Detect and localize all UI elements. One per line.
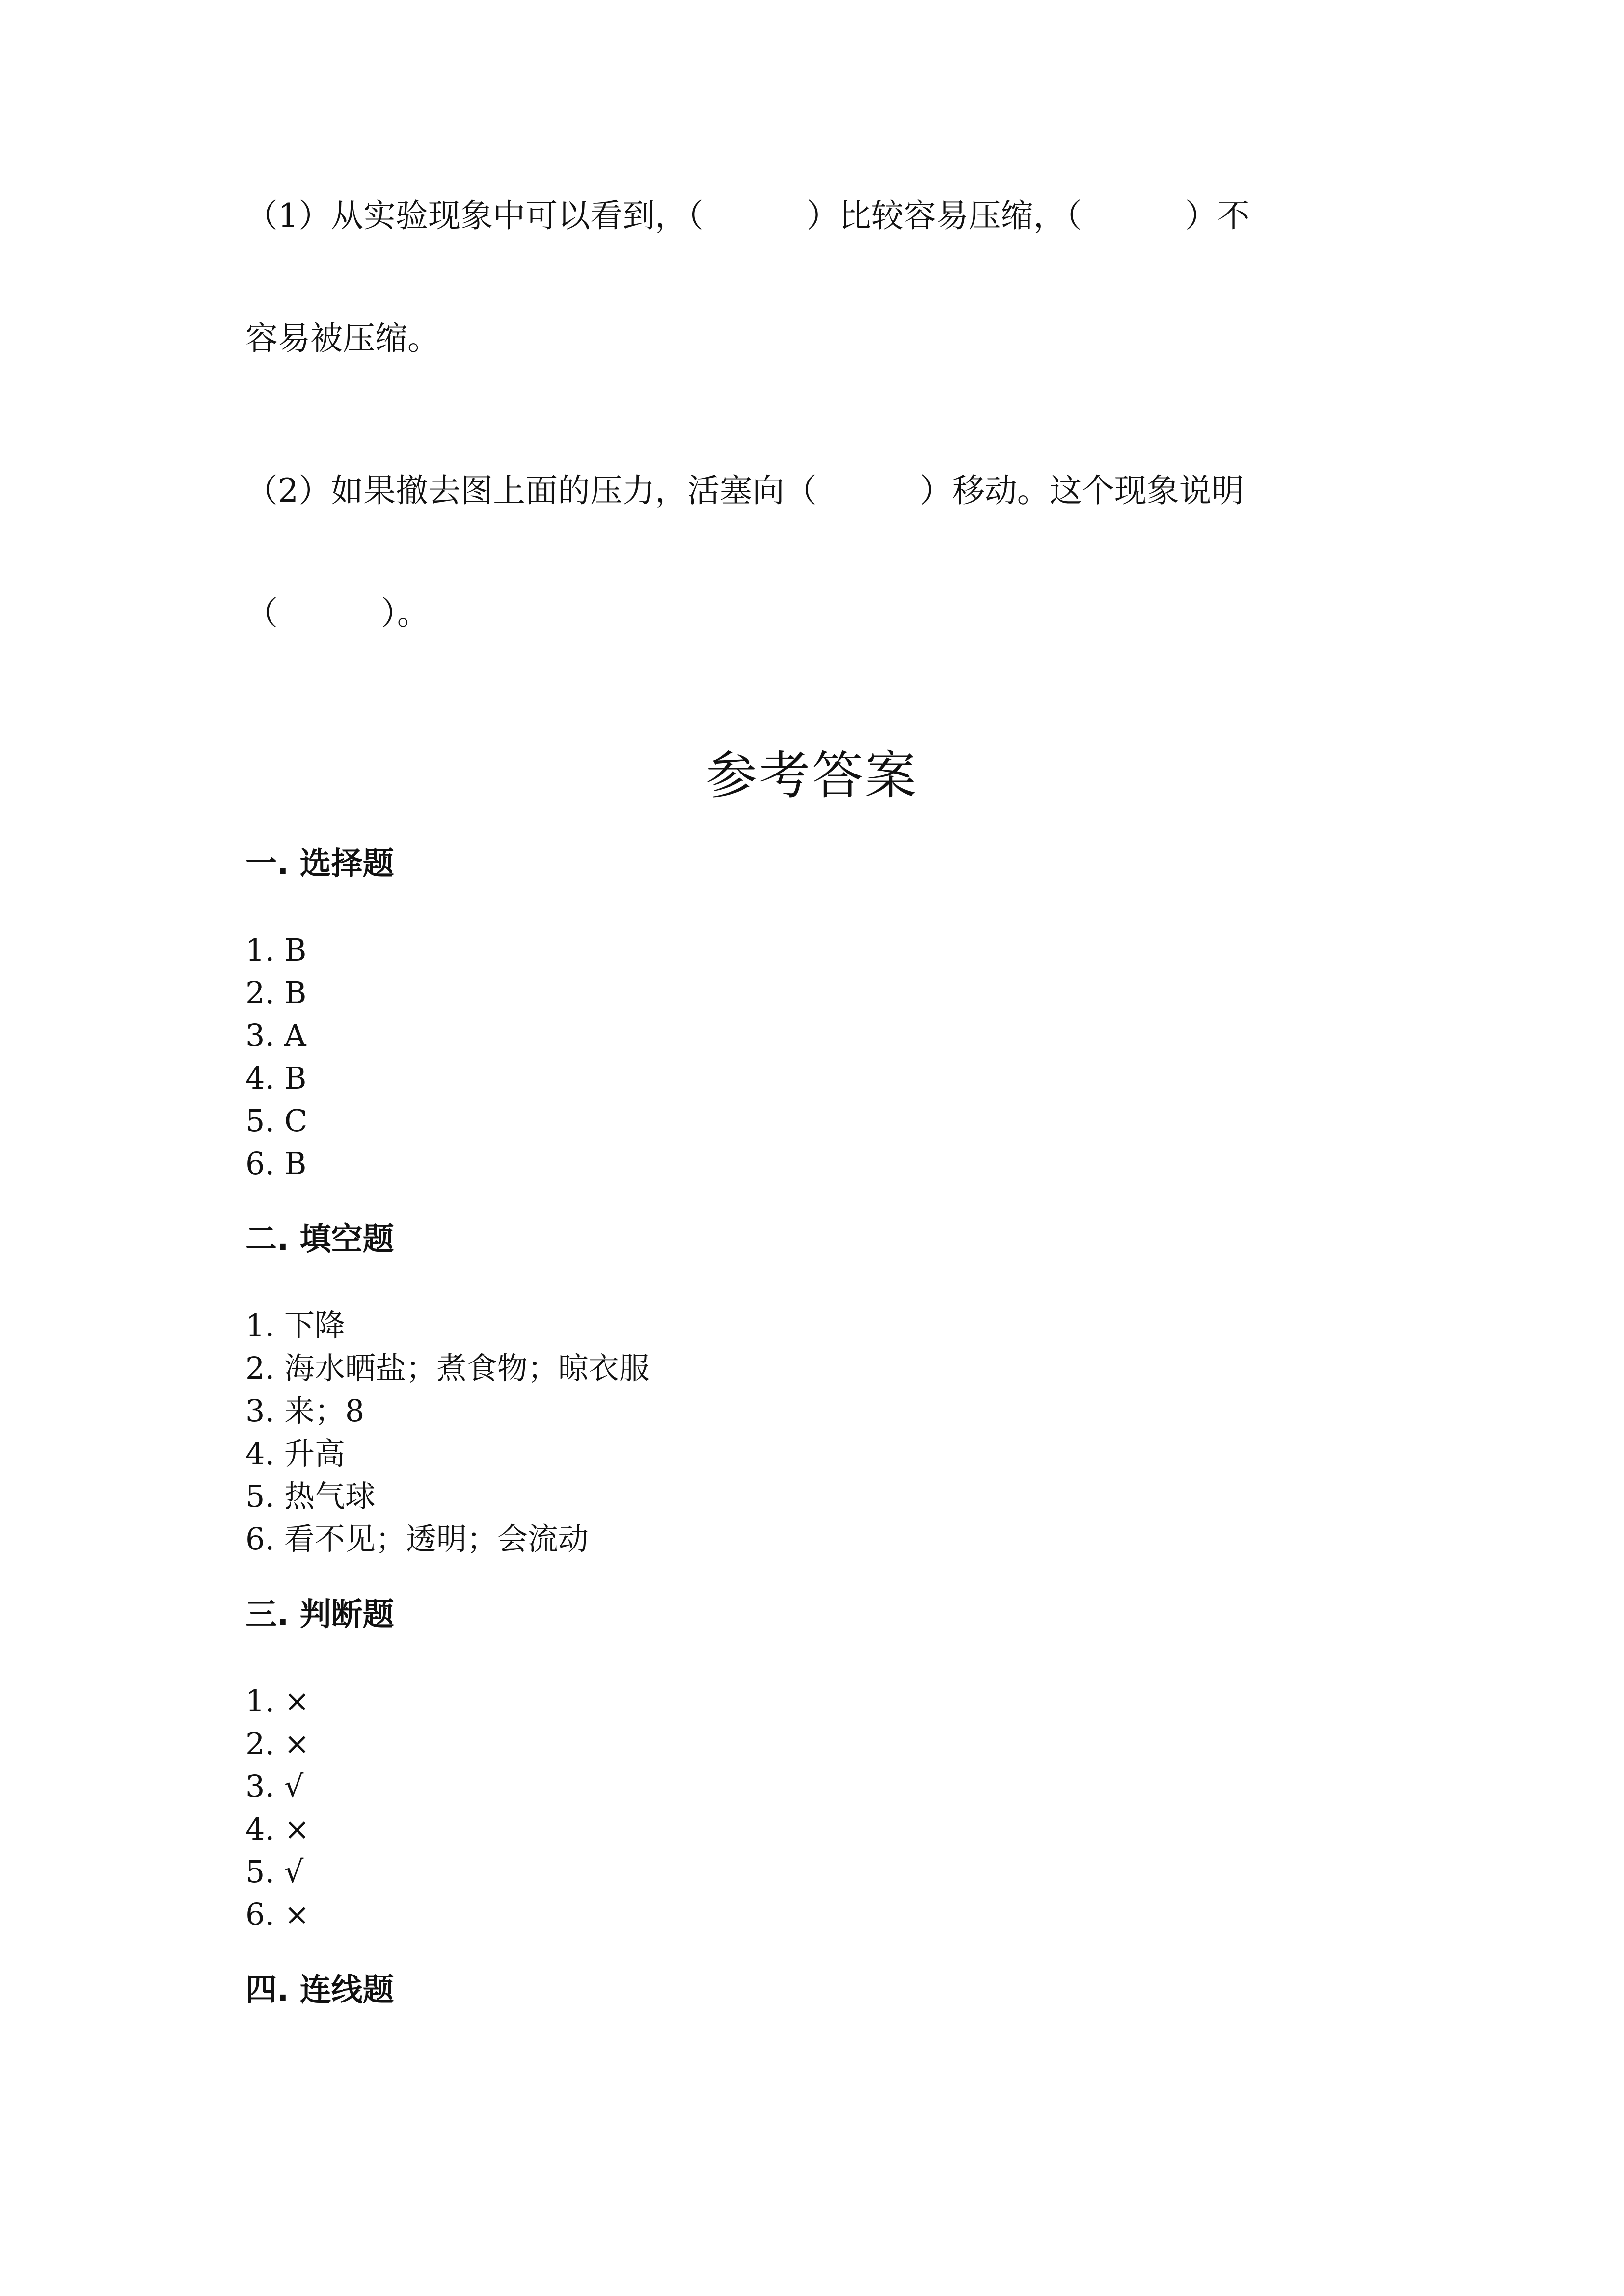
answer-item: 2. ×	[245, 1726, 310, 1762]
answer-item: 1. B	[245, 932, 307, 968]
answer-key-title: 参考答案	[705, 746, 918, 805]
question-part2-line2: （ ）。	[245, 594, 430, 632]
answer-item: 6. ×	[245, 1896, 310, 1932]
answer-item: 2. 海水晒盐；煮食物；晾衣服	[245, 1350, 650, 1386]
answer-item: 6. 看不见；透明；会流动	[245, 1521, 589, 1557]
question-part2-line1: （2）如果撤去图上面的压力，活塞向（ ）移动。这个现象说明	[245, 472, 1244, 509]
answer-item: 1. 下降	[245, 1308, 345, 1343]
answer-item: 5. √	[245, 1854, 304, 1890]
section-heading-choice: 一. 选择题	[245, 846, 394, 882]
answer-item: 2. B	[245, 975, 307, 1011]
section-heading-fill-in: 二. 填空题	[245, 1221, 394, 1257]
section-heading-true-false: 三. 判断题	[245, 1597, 394, 1633]
answer-item: 5. C	[245, 1103, 308, 1139]
answer-item: 4. B	[245, 1060, 307, 1096]
answer-item: 3. A	[245, 1017, 306, 1053]
question-part1-line1: （1）从实验现象中可以看到，（ ）比较容易压缩，（ ）不	[245, 197, 1250, 235]
answer-item: 1. ×	[245, 1683, 310, 1719]
section-heading-matching: 四. 连线题	[245, 1972, 394, 2008]
answer-item: 3. √	[245, 1768, 304, 1804]
answer-item: 4. ×	[245, 1811, 310, 1847]
answer-item: 5. 热气球	[245, 1478, 376, 1514]
answer-list-true-false	[245, 1680, 310, 1936]
answer-item: 6. B	[245, 1146, 307, 1181]
answer-item: 4. 升高	[245, 1436, 345, 1471]
answer-item: 3. 来；8	[245, 1393, 365, 1429]
answer-list-choice	[245, 929, 307, 1185]
answer-list-fill-in	[245, 1304, 650, 1560]
question-part1-line2: 容易被压缩。	[245, 320, 440, 357]
